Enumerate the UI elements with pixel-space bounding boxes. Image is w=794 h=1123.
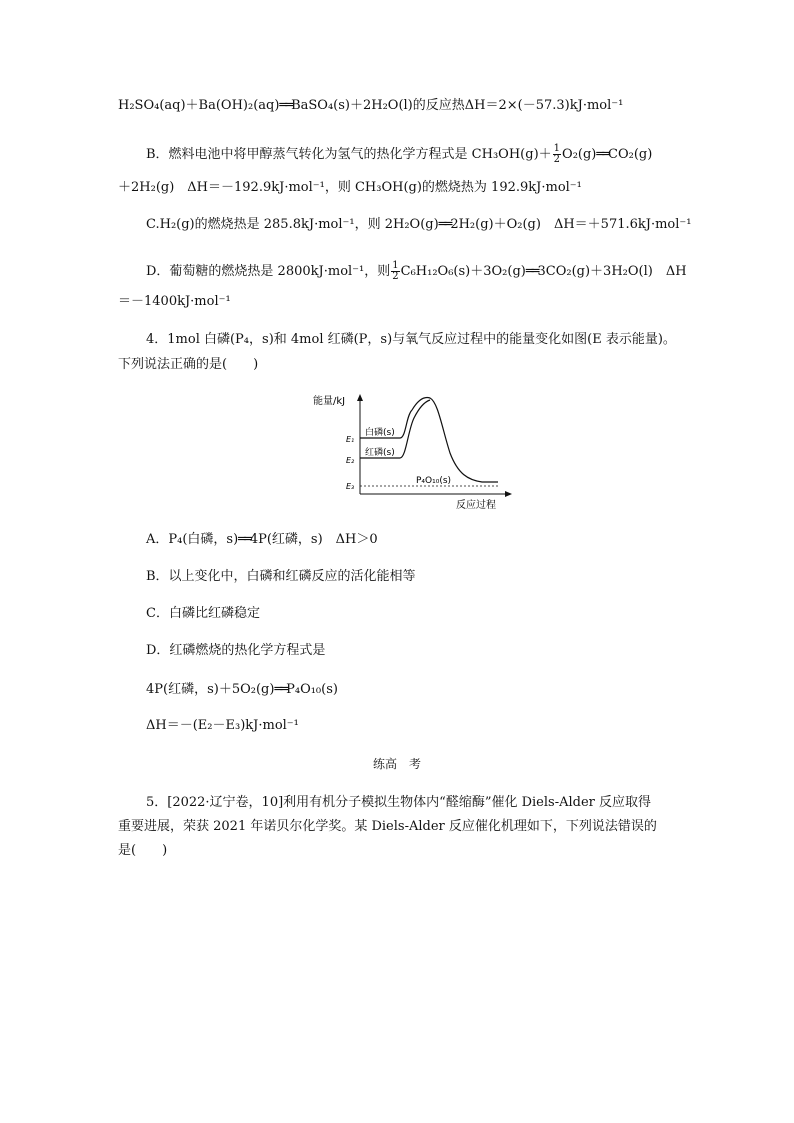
equals-sign: ══ <box>438 217 451 232</box>
option-b-end: CO₂(g) <box>608 147 653 162</box>
x-axis-label: 反应过程 <box>456 500 496 511</box>
red-phosphorus-label: 红磷(s) <box>365 448 395 458</box>
q4-option-b: B．以上变化中，白磷和红磷反应的活化能相等 <box>146 569 416 584</box>
option-b-mid: O₂(g) <box>562 147 597 162</box>
e1-label: E₁ <box>346 435 355 444</box>
q5-line1: 5．[2022·辽宁卷，10]利用有机分子模拟生物体内“醛缩酶”催化 Diels-Alder 反应取得 <box>146 795 652 810</box>
e3-label: E₃ <box>346 482 355 491</box>
white-phosphorus-curve <box>360 398 498 483</box>
reaction-lhs: H₂SO₄(aq)＋Ba(OH)₂(aq) <box>118 98 280 113</box>
option-d-suffix: 3CO₂(g)＋3H₂O(l) ΔH <box>537 264 687 279</box>
option-c-suffix: 2H₂(g)＋O₂(g) ΔH＝＋571.6kJ·mol⁻¹ <box>450 217 692 232</box>
q4-option-d: D．红磷燃烧的热化学方程式是 <box>146 643 326 658</box>
equation-rhs: P₄O₁₀(s) <box>286 682 338 697</box>
q4-option-a-lhs: A．P₄(白磷，s) <box>146 532 239 547</box>
q4-option-d-equation <box>146 680 338 700</box>
q4-option-d-dh: ΔH＝－(E₂－E₃)kJ·mol⁻¹ <box>146 718 299 733</box>
option-b-line1 <box>146 144 652 165</box>
equals-sign: ══ <box>525 264 538 279</box>
q4-stem-line1: 4．1mol 白磷(P₄，s)和 4mol 红磷(P，s)与氧气反应过程中的能量变化如图(E 表示能量)。 <box>146 332 676 347</box>
white-phosphorus-label: 白磷(s) <box>365 428 395 438</box>
equation-lhs: 4P(红磷，s)＋5O₂(g) <box>146 682 275 697</box>
equals-sign: ══ <box>596 147 609 162</box>
fraction-half: $\frac{1}{2}$ <box>553 143 561 165</box>
option-d-line1 <box>146 261 687 282</box>
option-c <box>146 215 692 235</box>
option-b-line2: ＋2H₂(g) ΔH＝－192.9kJ·mol⁻¹，则 CH₃OH(g)的燃烧热为 192.9kJ·mol⁻¹ <box>118 180 582 195</box>
q4-stem-line2: 下列说法正确的是( ) <box>118 357 259 372</box>
reaction-claim: 的反应热ΔH＝2×(－57.3)kJ·mol⁻¹ <box>412 98 624 113</box>
q5-line2: 重要进展，荣获 2021 年诺贝尔化学奖。某 Diels-Alder 反应催化机理如下，下列说法错误的 <box>118 819 657 834</box>
fraction-half: $\frac{1}{2}$ <box>392 260 399 282</box>
option-c-prefix: C.H₂(g)的燃烧热是 285.8kJ·mol⁻¹，则 2H₂O(g) <box>146 217 439 232</box>
option-d-prefix: D．葡萄糖的燃烧热是 2800kJ·mol⁻¹，则 <box>146 264 391 279</box>
x-axis-arrow <box>505 491 512 497</box>
option-b-prefix: B．燃料电池中将甲醇蒸气转化为氢气的热化学方程式是 CH₃OH(g)＋ <box>146 147 552 162</box>
q4-option-c: C．白磷比红磷稳定 <box>146 606 260 621</box>
equals-sign: ══ <box>238 532 250 547</box>
equals-sign: ══ <box>279 98 292 113</box>
equals-sign: ══ <box>274 682 287 697</box>
product-label: P₄O₁₀(s) <box>416 476 452 486</box>
q4-option-a-rhs: 4P(红磷，s) ΔH＞0 <box>249 532 378 547</box>
q3-option-a-tail <box>118 96 623 116</box>
y-axis-arrow <box>357 394 363 401</box>
option-d-mid: C₆H₁₂O₆(s)＋3O₂(g) <box>400 264 526 279</box>
section-title: 练高 考 <box>372 757 421 771</box>
option-d-line2: ＝－1400kJ·mol⁻¹ <box>118 294 231 309</box>
reaction-rhs: BaSO₄(s)＋2H₂O(l) <box>291 98 413 113</box>
e2-label: E₂ <box>346 456 355 465</box>
q4-option-a <box>146 530 378 550</box>
q5-line3: 是( ) <box>118 843 168 858</box>
y-axis-label: 能量/kJ <box>313 396 346 407</box>
energy-diagram <box>310 388 520 513</box>
